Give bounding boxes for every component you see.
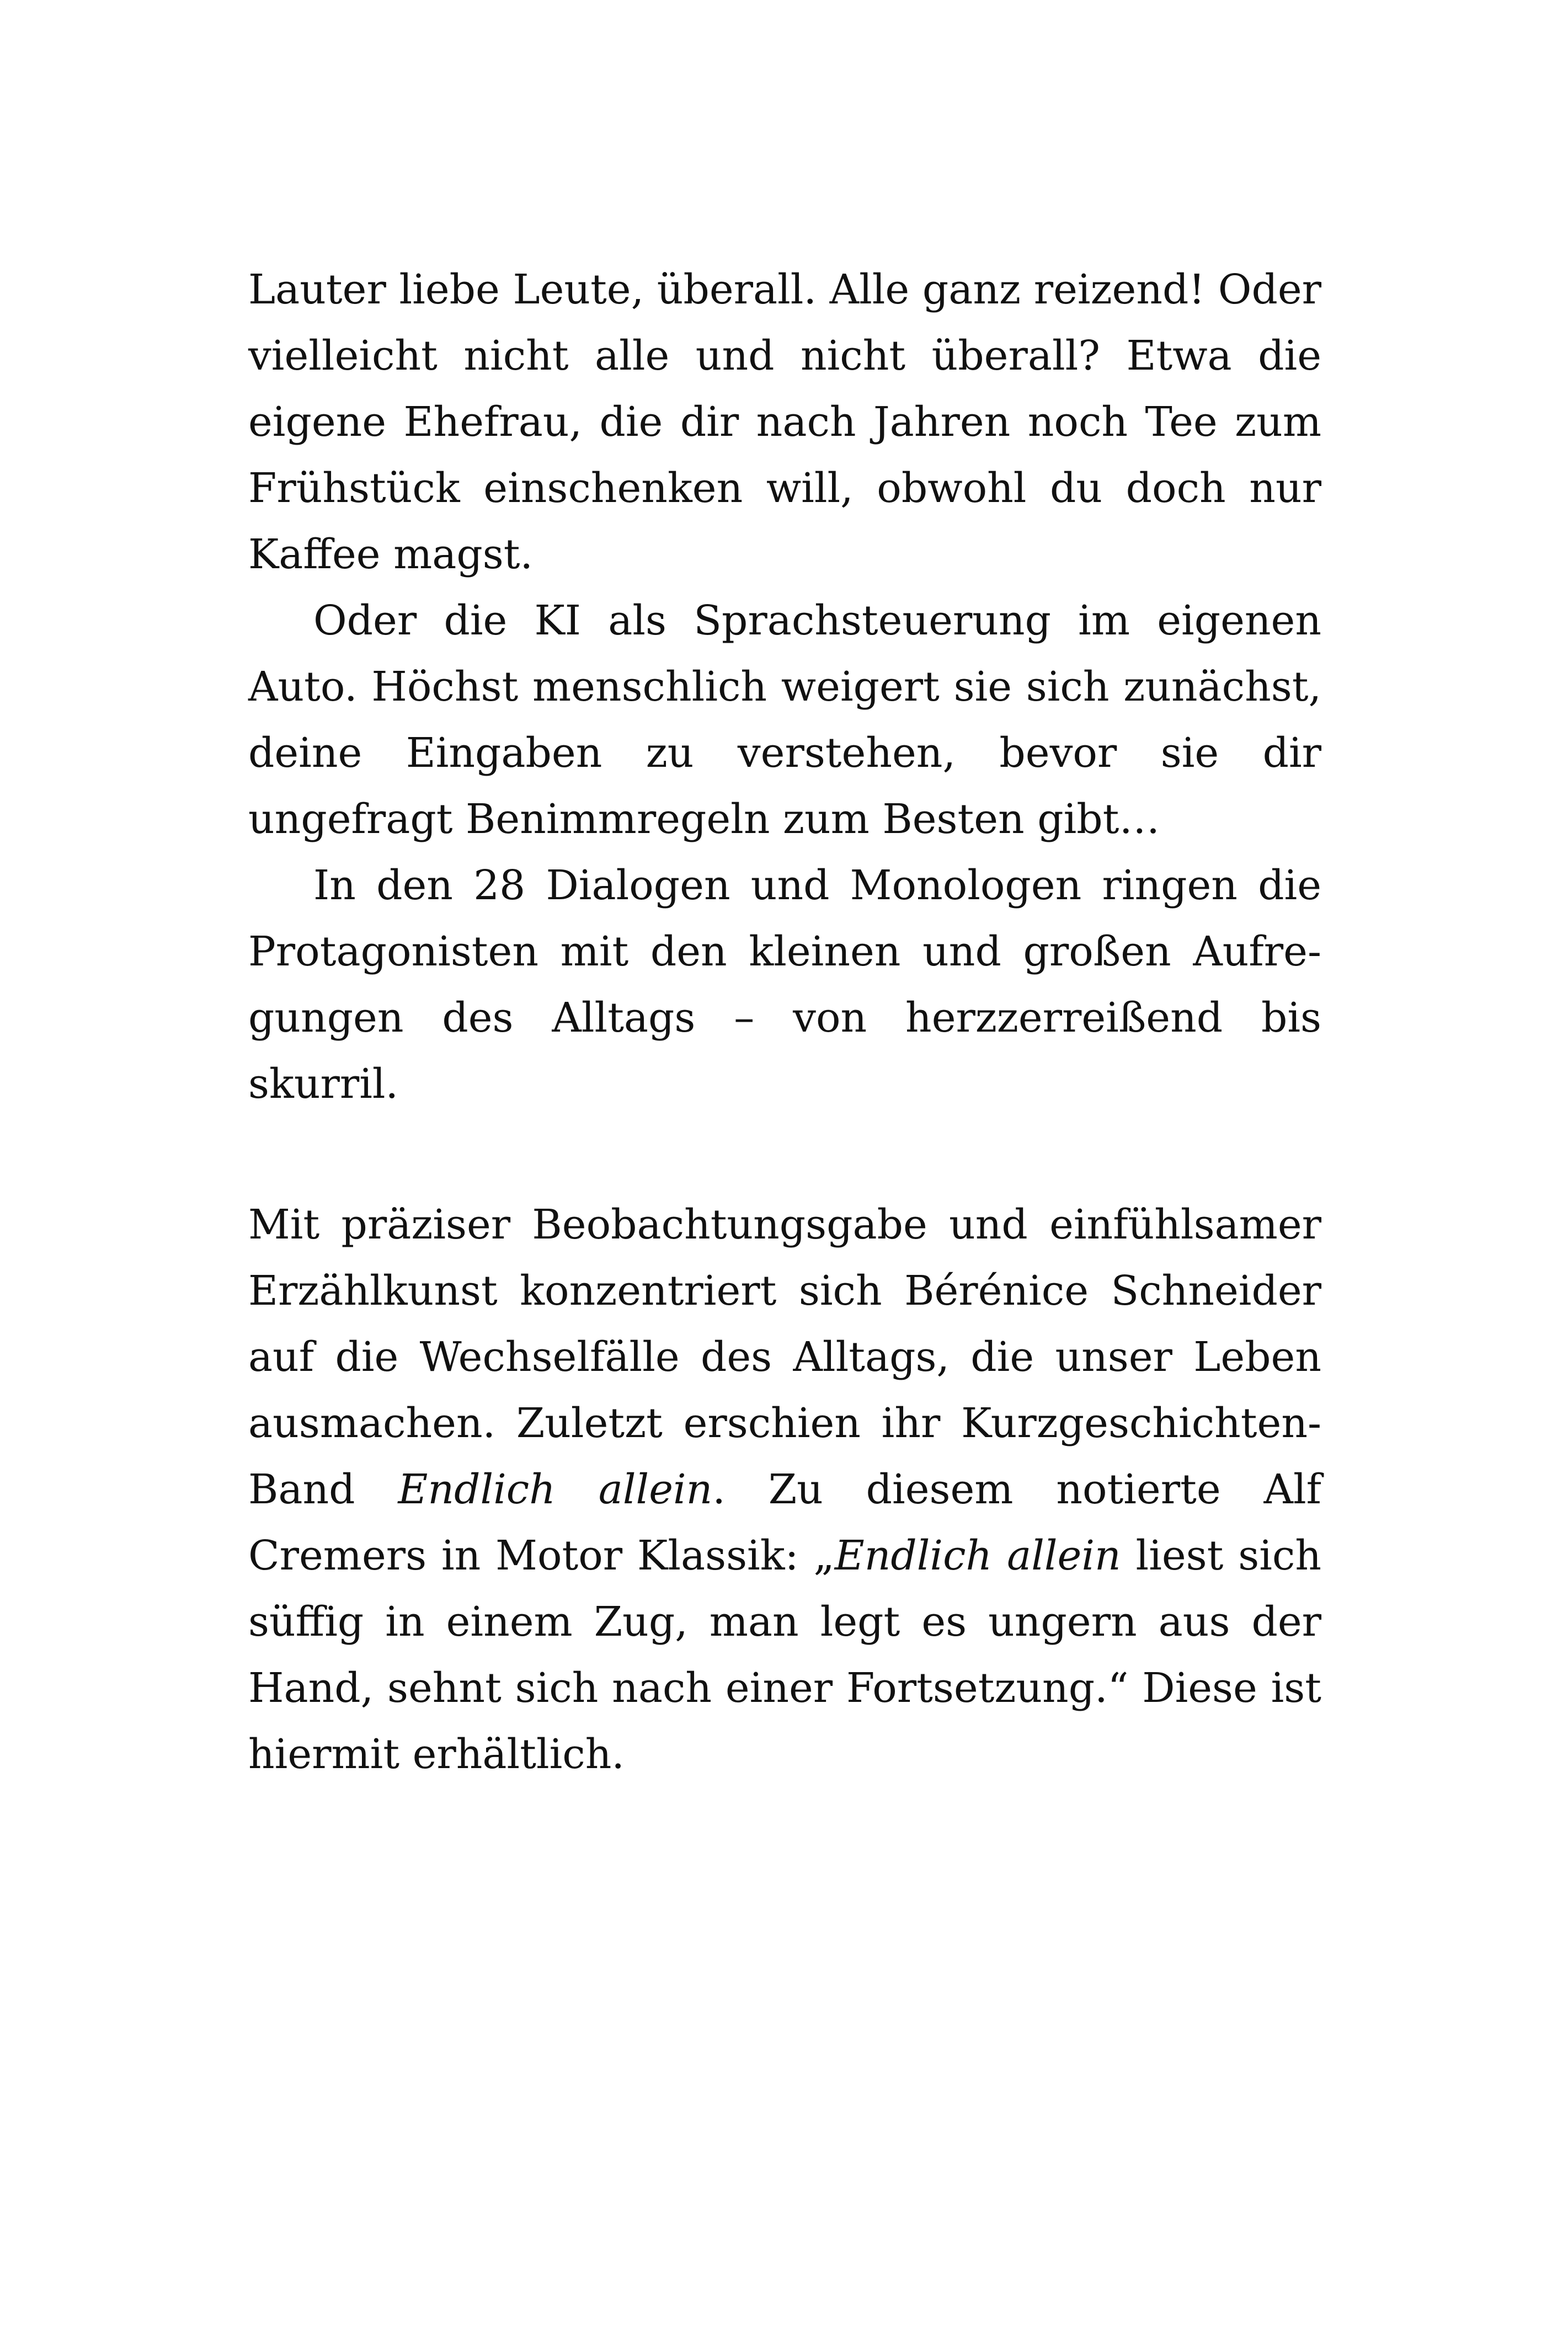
blurb-paragraph-3: In den 28 Dialogen und Monologen ringen die Protagonisten mit den kleinen und großen Aufregungen des Alltags – von herzzerreißend bis skurril. xyxy=(248,862,1321,1108)
bio-book-title: Endlich allein xyxy=(398,1466,713,1513)
author-bio-paragraph xyxy=(248,1192,1321,1787)
blurb-paragraph-2: Oder die KI als Sprachsteuerung im eigenen Auto. Höchst menschlich weigert sie sich zunächst, deine Eingaben zu verstehen, bevor sie dir ungefragt Benimmregeln zum Besten gibt… xyxy=(248,597,1321,843)
author-bio-section xyxy=(248,1192,1321,1787)
blurb-section xyxy=(248,257,1321,1117)
blurb-paragraph-1: Lauter liebe Leute, überall. Alle ganz reizend! Oder vielleicht nicht alle und nicht überall? Etwa die eigene Ehefrau, die dir nach Jahren noch Tee zum Frühstück einschenken will, obwohl du doch nur Kaffee magst. xyxy=(248,266,1321,578)
bio-quote-book-title: Endlich allein xyxy=(834,1532,1121,1579)
bio-text-part-2: . Zu diesem notierte Alf Cremers in Motor Klassik: „ xyxy=(248,1466,1321,1579)
bio-text-part-1: Mit präziser Beobachtungsgabe und einfühlsamer Erzählkunst konzentriert sich Bérénice Schneider auf die Wechselfälle des Alltags, die unser Leben ausmachen. Zuletzt erschien ihr Kurzgeschichten-Band xyxy=(248,1201,1321,1513)
bio-text-part-3: liest sich süffig in einem Zug, man legt es ungern aus der Hand, sehnt sich nach einer Fortsetzung.“ Diese ist hiermit erhältlich. xyxy=(248,1532,1321,1778)
